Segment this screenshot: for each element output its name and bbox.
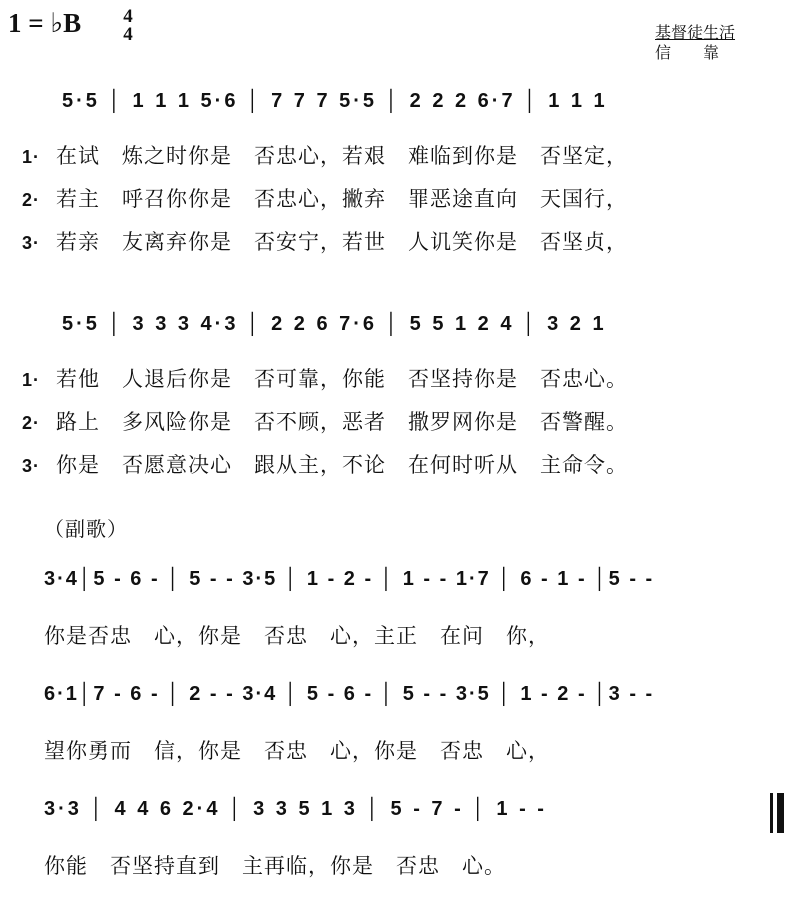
system2-verse2: [22, 406, 628, 436]
chorus-line3-notes: 3·3 │ 4 4 6 2·4 │ 3 3 5 1 3 │ 5 - 7 - │ 1 - -: [44, 798, 547, 820]
verse-number: 1·: [22, 147, 41, 167]
chorus-line2-lyrics: 望你勇而 信，你是 否忠 心，你是 否忠 心，: [44, 739, 550, 763]
time-signature-top: 4: [123, 6, 133, 27]
verse-number: 1·: [22, 370, 41, 390]
time-signature-bottom: 4: [123, 24, 133, 45]
verse-number: 2·: [22, 413, 41, 433]
verse-lyrics: 若他 人退后你是 否可靠，你能 否坚持你是 否忠心。: [56, 367, 628, 391]
system1-verse1: [22, 140, 628, 170]
system2-verse1: [22, 363, 628, 393]
chorus-line2-notes: 6·1│7 - 6 - │ 2 - - 3·4 │ 5 - 6 - │ 5 - - 3·5 │ 1 - 2 - │3 - -: [44, 683, 655, 705]
system1-verse2: [22, 183, 628, 213]
verse-lyrics: 在试 炼之时你是 否忠心，若艰 难临到你是 否坚定，: [56, 144, 628, 168]
system2-notes: 5·5 │ 3 3 3 4·3 │ 2 2 6 7·6 │ 5 5 1 2 4 │ 3 2 1: [62, 313, 607, 335]
chorus-line3-lyrics: 你能 否坚持直到 主再临，你是 否忠 心。: [44, 854, 506, 878]
key-signature: 1 = ♭B: [8, 8, 82, 38]
verse-number: 3·: [22, 456, 41, 476]
verse-lyrics: 你是 否愿意决心 跟从主，不论 在何时听从 主命令。: [56, 453, 628, 477]
system1-notes: 5·5 │ 1 1 1 5·6 │ 7 7 7 5·5 │ 2 2 2 6·7 │ 1 1 1: [62, 90, 608, 112]
system2-verse3: [22, 449, 628, 479]
verse-lyrics: 若亲 友离弃你是 否安宁，若世 人讥笑你是 否坚贞，: [56, 230, 628, 254]
system1-verse3: [22, 226, 628, 256]
time-signature: [118, 8, 138, 44]
final-barline: [770, 793, 784, 833]
chorus-line1-notes: 3·4│5 - 6 - │ 5 - - 3·5 │ 1 - 2 - │ 1 - - 1·7 │ 6 - 1 - │5 - -: [44, 568, 655, 590]
song-title: 基督徒生活: [655, 23, 736, 42]
verse-lyrics: 若主 呼召你你是 否忠心，撇弃 罪恶途直向 天国行，: [56, 187, 628, 211]
chorus-line1-lyrics: 你是否忠 心，你是 否忠 心，主正 在问 你，: [44, 624, 550, 648]
verse-number: 2·: [22, 190, 41, 210]
chorus-label: （副歌）: [44, 517, 128, 541]
verse-lyrics: 路上 多风险你是 否不顾，恶者 撒罗网你是 否警醒。: [56, 410, 628, 434]
song-subtitle: 信 靠: [655, 43, 720, 62]
verse-number: 3·: [22, 233, 41, 253]
